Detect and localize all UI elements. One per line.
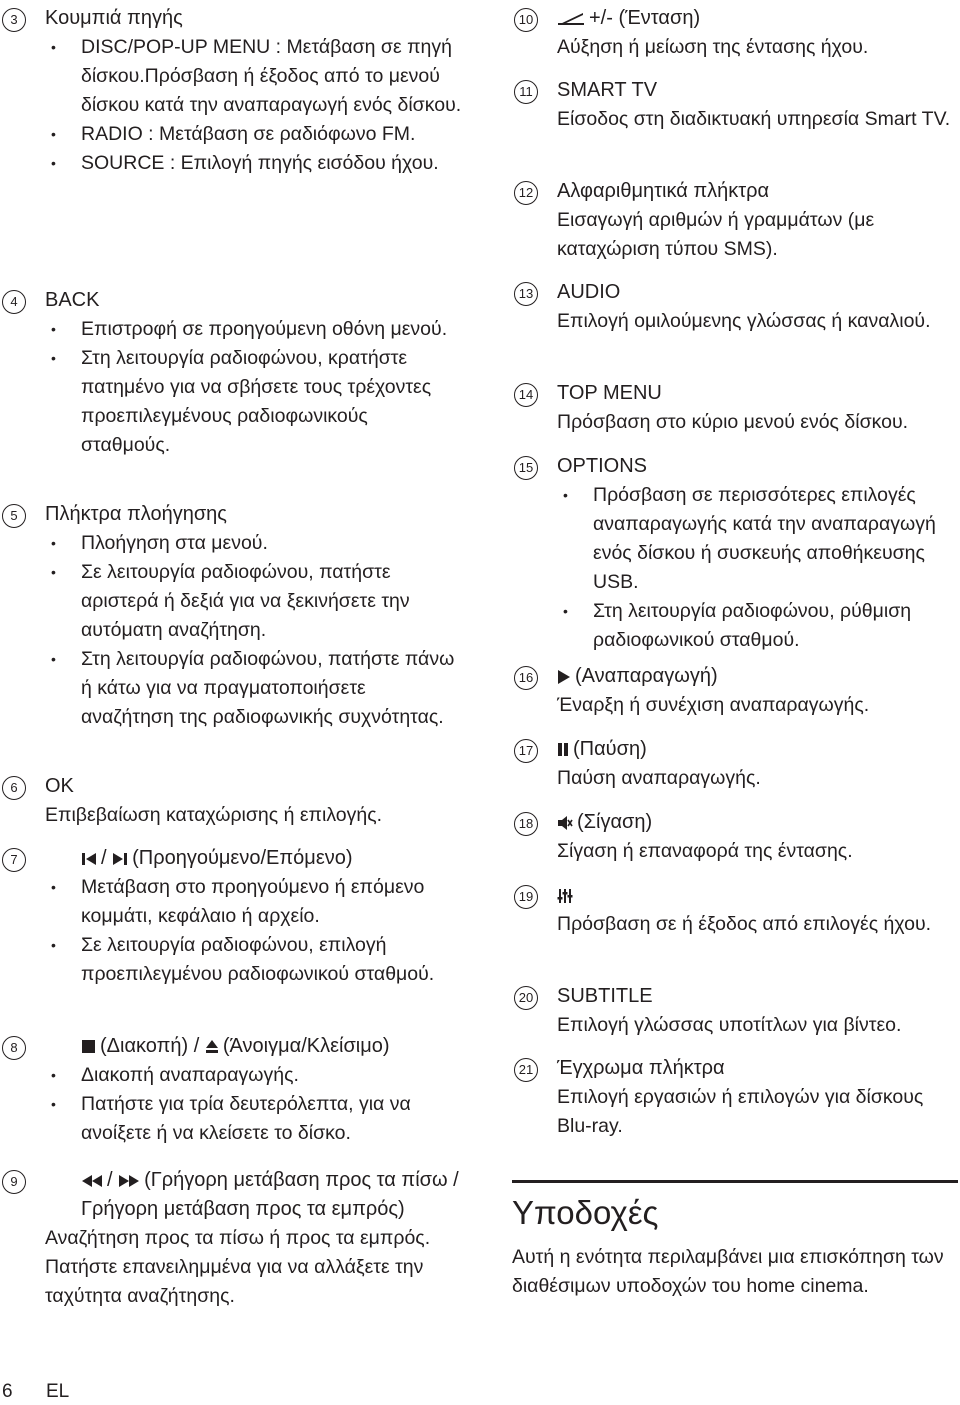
item-title: (Διακοπή) / (Άνοιγμα/Κλείσιμο) [45, 1032, 462, 1061]
item-number: 20 [514, 986, 538, 1010]
item-number: 7 [2, 848, 26, 872]
page-footer [2, 1381, 70, 1403]
item-17 [512, 735, 958, 808]
sound-settings-icon [557, 888, 573, 904]
volume-icon [557, 12, 585, 26]
item-11 [512, 76, 958, 177]
item-title: / (Γρήγορη μετάβαση προς τα πίσω / Γρήγορη μετάβαση προς τα εμπρός) [81, 1169, 459, 1220]
item-21 [512, 1054, 958, 1154]
item-10 [512, 4, 958, 76]
item-5 [0, 500, 462, 772]
item-number: 17 [514, 739, 538, 763]
bullet: • Στη λειτουργία ραδιοφώνου, ρύθμιση ραδιοφωνικού σταθμού. [563, 600, 912, 651]
bullet: • Πρόσβαση σε περισσότερες επιλογές αναπαραγωγής κατά την αναπαραγωγή ενός δίσκου ή συσκευής αποθήκευσης USB. [563, 484, 936, 593]
item-description: Σίγαση ή επαναφορά της έντασης. [557, 840, 853, 862]
play-icon [557, 669, 571, 685]
item-number: 9 [2, 1170, 26, 1194]
bullet: • Σε λειτουργία ραδιοφώνου, πατήστε αριστερά ή δεξιά για να ξεκινήσετε την αυτόματη αναζήτηση. [51, 561, 410, 641]
item-title: OK [45, 775, 74, 797]
item-title: (Αναπαραγωγή) [557, 662, 958, 691]
item-15 [512, 452, 958, 662]
item-number: 8 [2, 1036, 26, 1060]
item-16 [512, 662, 958, 735]
item-title: AUDIO [557, 281, 621, 303]
item-number: 5 [2, 504, 26, 528]
item-description: Αύξηση ή μείωση της έντασης ήχου. [557, 36, 869, 58]
rewind-icon [81, 1174, 103, 1188]
bullet: • Πατήστε για τρία δευτερόλεπτα, για να ανοίξετε ή να κλείσετε το δίσκο. [51, 1093, 411, 1144]
pause-icon [557, 742, 569, 757]
bullet: • Στη λειτουργία ραδιοφώνου, κρατήστε πατημένο για να σβήσετε τους τρέχοντες προεπιλεγμένους ραδιοφωνικούς σταθμούς. [51, 347, 432, 456]
item-title: TOP MENU [557, 382, 662, 404]
item-13 [512, 278, 958, 379]
item-number: 6 [2, 776, 26, 800]
section-divider [512, 1180, 958, 1183]
language-code: EL [46, 1381, 70, 1402]
item-title: +/- (Ένταση) [557, 4, 958, 33]
item-description: Επιλογή γλώσσας υποτίτλων για βίντεο. [557, 1014, 902, 1036]
bullet: • Μετάβαση στο προηγούμενο ή επόμενο κομμάτι, κεφάλαιο ή αρχείο. [51, 876, 425, 927]
item-19 [512, 881, 958, 982]
bullet: • RADIO : Μετάβαση σε ραδιόφωνο FM. [51, 123, 416, 145]
item-number: 10 [514, 8, 538, 32]
item-description: Παύση αναπαραγωγής. [557, 767, 761, 789]
item-number: 15 [514, 456, 538, 480]
section-text: Αυτή η ενότητα περιλαμβάνει μια επισκόπηση των διαθέσιμων υποδοχών του home cinema. [512, 1246, 944, 1297]
item-description: Πρόσβαση σε ή έξοδος από επιλογές ήχου. [557, 913, 932, 935]
item-number: 16 [514, 666, 538, 690]
item-number: 3 [2, 8, 26, 32]
item-18 [512, 808, 958, 881]
item-title: / (Προηγούμενο/Επόμενο) [45, 844, 462, 873]
item-title: Κουμπιά πηγής [45, 7, 183, 29]
item-description: Αναζήτηση προς τα πίσω ή προς τα εμπρός. Πατήστε επανειλημμένα για να αλλάξετε την ταχύτητα αναζήτησης. [45, 1227, 431, 1307]
item-title [557, 881, 958, 910]
item-title: Έγχρωμα πλήκτρα [557, 1057, 725, 1079]
bullet: • Σε λειτουργία ραδιοφώνου, επιλογή προεπιλεγμένου ραδιοφωνικού σταθμού. [51, 934, 435, 985]
item-number: 13 [514, 282, 538, 306]
item-title: BACK [45, 289, 100, 311]
item-description: Επιλογή ομιλούμενης γλώσσας ή καναλιού. [557, 310, 931, 332]
item-title: Αλφαριθμητικά πλήκτρα [557, 180, 770, 202]
item-4 [0, 286, 462, 500]
bullet: • Διακοπή αναπαραγωγής. [51, 1064, 299, 1086]
bullet: • Επιστροφή σε προηγούμενη οθόνη μενού. [51, 318, 448, 340]
section-title: Υποδοχές [512, 1194, 659, 1231]
item-7 [0, 844, 462, 1032]
mute-icon [557, 815, 573, 831]
item-description: Επιλογή εργασιών ή επιλογών για δίσκους Blu-ray. [557, 1086, 924, 1137]
item-20 [512, 982, 958, 1054]
item-9 [0, 1166, 462, 1311]
previous-icon [81, 851, 97, 867]
bullet: • SOURCE : Επιλογή πηγής εισόδου ήχου. [51, 152, 439, 174]
item-12 [512, 177, 958, 278]
eject-icon [205, 1039, 219, 1055]
item-number: 12 [514, 181, 538, 205]
stop-icon [81, 1039, 96, 1054]
item-title: SUBTITLE [557, 985, 653, 1007]
item-number: 14 [514, 383, 538, 407]
item-number: 19 [514, 885, 538, 909]
bullet: • DISC/POP-UP MENU : Μετάβαση σε πηγή δίσκου.Πρόσβαση ή έξοδος από το μενού δίσκου κατά την αναπαραγωγή ενός δίσκου. [51, 36, 462, 116]
item-description: Είσοδος στη διαδικτυακή υπηρεσία Smart TV. [557, 108, 951, 130]
item-number: 11 [514, 80, 538, 104]
item-title: (Παύση) [557, 735, 958, 764]
item-title: OPTIONS [557, 455, 648, 477]
item-description: Πρόσβαση στο κύριο μενού ενός δίσκου. [557, 411, 909, 433]
item-number: 21 [514, 1058, 538, 1082]
item-number: 18 [514, 812, 538, 836]
item-14 [512, 379, 958, 452]
page-number: 6 [2, 1381, 13, 1402]
item-description: Εισαγωγή αριθμών ή γραμμάτων (με καταχώριση τύπου SMS). [557, 209, 875, 260]
item-description: Επιβεβαίωση καταχώρισης ή επιλογής. [45, 804, 383, 826]
item-6 [0, 772, 462, 844]
left-column [0, 4, 462, 1311]
next-icon [112, 851, 128, 867]
fast-forward-icon [118, 1174, 140, 1188]
right-column [512, 4, 958, 1301]
item-8 [0, 1032, 462, 1160]
item-description: Έναρξη ή συνέχιση αναπαραγωγής. [557, 694, 870, 716]
bullet: • Πλοήγηση στα μενού. [51, 532, 268, 554]
item-3 [0, 4, 462, 286]
item-title: (Σίγαση) [557, 808, 958, 837]
bullet: • Στη λειτουργία ραδιοφώνου, πατήστε πάνω ή κάτω για να πραγματοποιήσετε αναζήτηση της ραδιοφωνικής συχνότητας. [51, 648, 455, 728]
item-title: SMART TV [557, 79, 658, 101]
item-title: Πλήκτρα πλοήγησης [45, 503, 227, 525]
item-number: 4 [2, 290, 26, 314]
